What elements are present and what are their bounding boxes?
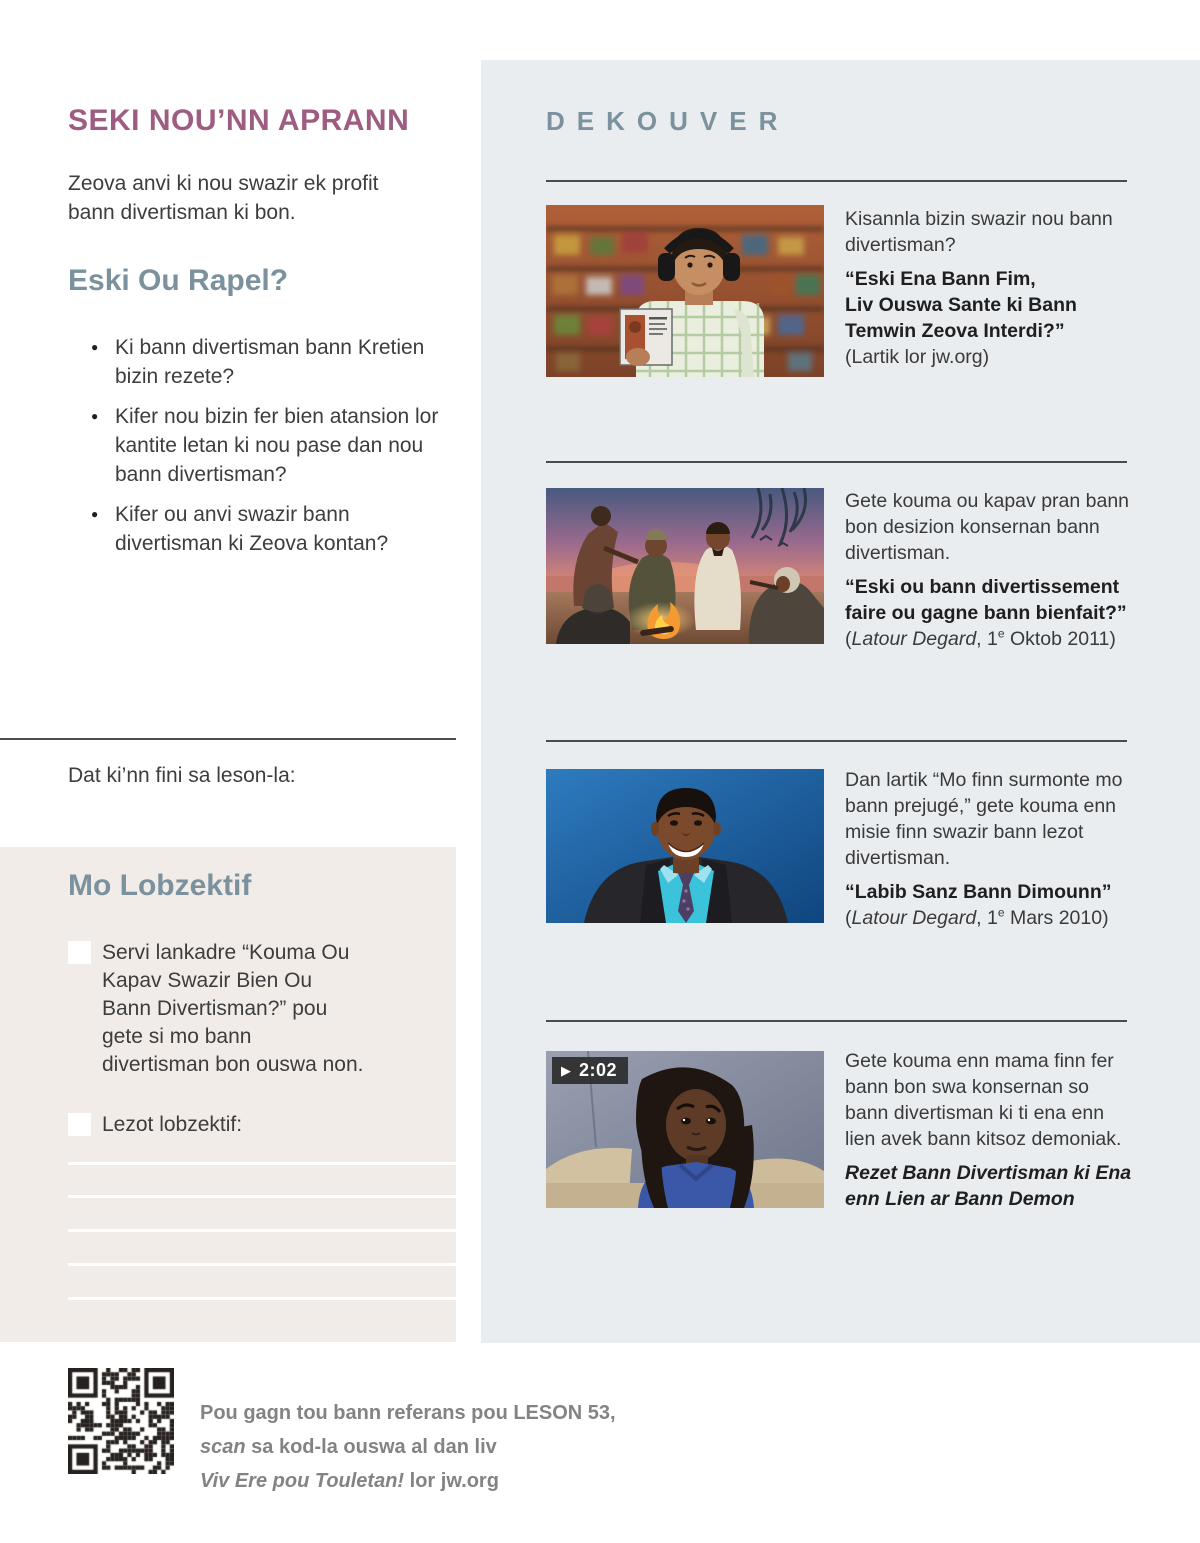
item-reference: “Eski ou bann divertissement faire ou gagne bann bienfait?” (Latour Degard, 1e Oktob 2011) <box>845 576 1127 650</box>
write-line <box>68 1263 456 1266</box>
recall-heading: Eski Ou Rapel? <box>68 264 289 297</box>
dekouver-item <box>845 1048 1133 1212</box>
write-line <box>68 1229 456 1232</box>
reference-title-line: Temwin Zeova Interdi?” <box>845 320 1065 342</box>
item-divider <box>546 740 1127 742</box>
date-completed-label: Dat ki’nn fini sa leson-la: <box>68 764 296 787</box>
recall-question-list <box>68 333 460 569</box>
video-duration: 2:02 <box>579 1060 618 1080</box>
reference-title: “Eski ou bann divertissement faire ou gagne bann bienfait?” <box>845 576 1127 624</box>
objectives-heading: Mo Lobzektif <box>68 869 252 902</box>
item-divider <box>546 1020 1127 1022</box>
item-divider <box>546 461 1127 463</box>
reference-source: (Lartik lor jw.org) <box>845 346 990 368</box>
music-store-photo <box>546 205 824 377</box>
write-line <box>68 1162 456 1165</box>
objectives-box <box>0 847 456 1342</box>
objective-item <box>68 1111 364 1139</box>
video-duration-badge <box>552 1057 628 1084</box>
dekouver-heading: DEKOUVER <box>546 106 790 136</box>
item-divider <box>546 180 1127 182</box>
item-description: Gete kouma ou kapav pran bann bon desizion konsernan bann divertisman. <box>845 490 1130 564</box>
learned-text: Zeova anvi ki nou swazir ek profit bann divertisman ki bon. <box>68 172 379 224</box>
qr-code <box>68 1368 174 1474</box>
objective-item <box>68 939 364 1079</box>
campfire-scene-illustration <box>546 488 824 644</box>
item-description: Gete kouma enn mama finn fer bann bon swa konsernan so bann divertisman ki ti ena enn lien avek bann kitsoz demoniak. <box>845 1050 1122 1150</box>
write-line <box>68 1195 456 1198</box>
objective-text: Servi lankadre “Kouma Ou Kapav Swazir Bien Ou Bann Divertisman?” pou gete si mo bann divertisman bon ouswa non. <box>102 941 364 1076</box>
magazine-name: Latour Degard <box>851 628 977 650</box>
dekouver-item <box>845 767 1133 931</box>
magazine-name: Latour Degard <box>851 907 977 929</box>
footer-note: Pou gagn tou bann referans pou LESON 53, scan sa kod-la ouswa al dan liv Viv Ere pou Touletan! lor jw.org <box>200 1402 616 1492</box>
item-reference <box>845 266 1133 370</box>
video-title: Rezet Bann Divertisman ki Ena enn Lien ar Bann Demon <box>845 1162 1132 1210</box>
item-description: Dan lartik “Mo finn surmonte mo bann prejugé,” gete kouma enn misie finn swazir bann lezot divertisman. <box>845 769 1123 869</box>
objective-text: Lezot lobzektif: <box>102 1113 243 1136</box>
dekouver-item <box>845 488 1133 652</box>
learned-heading: SEKI NOU’NN APRANN <box>68 104 410 137</box>
reference-title: “Labib Sanz Bann Dimounn” <box>845 881 1112 903</box>
dekouver-panel <box>481 60 1200 1343</box>
recall-bullet: ● Ki bann divertisman bann Kretien bizin rezete? <box>68 333 460 391</box>
section-divider <box>0 738 456 740</box>
recall-bullet: ● Kifer nou bizin fer bien atansion lor kantite letan ki nou pase dan nou bann divertisman? <box>68 402 460 489</box>
item-description: Kisannla bizin swazir nou bann divertisman? <box>845 208 1113 256</box>
write-line <box>68 1297 456 1300</box>
footer-line1: Pou gagn tou bann referans pou LESON 53, <box>200 1402 616 1424</box>
dekouver-item <box>845 206 1133 370</box>
play-icon: ▶ <box>561 1063 571 1078</box>
reference-title-line: “Eski Ena Bann Fim, <box>845 268 1036 290</box>
book-title: Viv Ere pou Touletan! <box>200 1470 405 1492</box>
objective-checkbox[interactable] <box>68 1113 91 1136</box>
item-reference: “Labib Sanz Bann Dimounn” (Latour Degard, 1e Mars 2010) <box>845 881 1112 929</box>
recall-bullet: ● Kifer ou anvi swazir bann divertisman ki Zeova kontan? <box>68 500 460 558</box>
reference-title-line: Liv Ouswa Sante ki Bann <box>845 294 1077 316</box>
objective-checkbox[interactable] <box>68 941 91 964</box>
smiling-man-photo <box>546 769 824 923</box>
